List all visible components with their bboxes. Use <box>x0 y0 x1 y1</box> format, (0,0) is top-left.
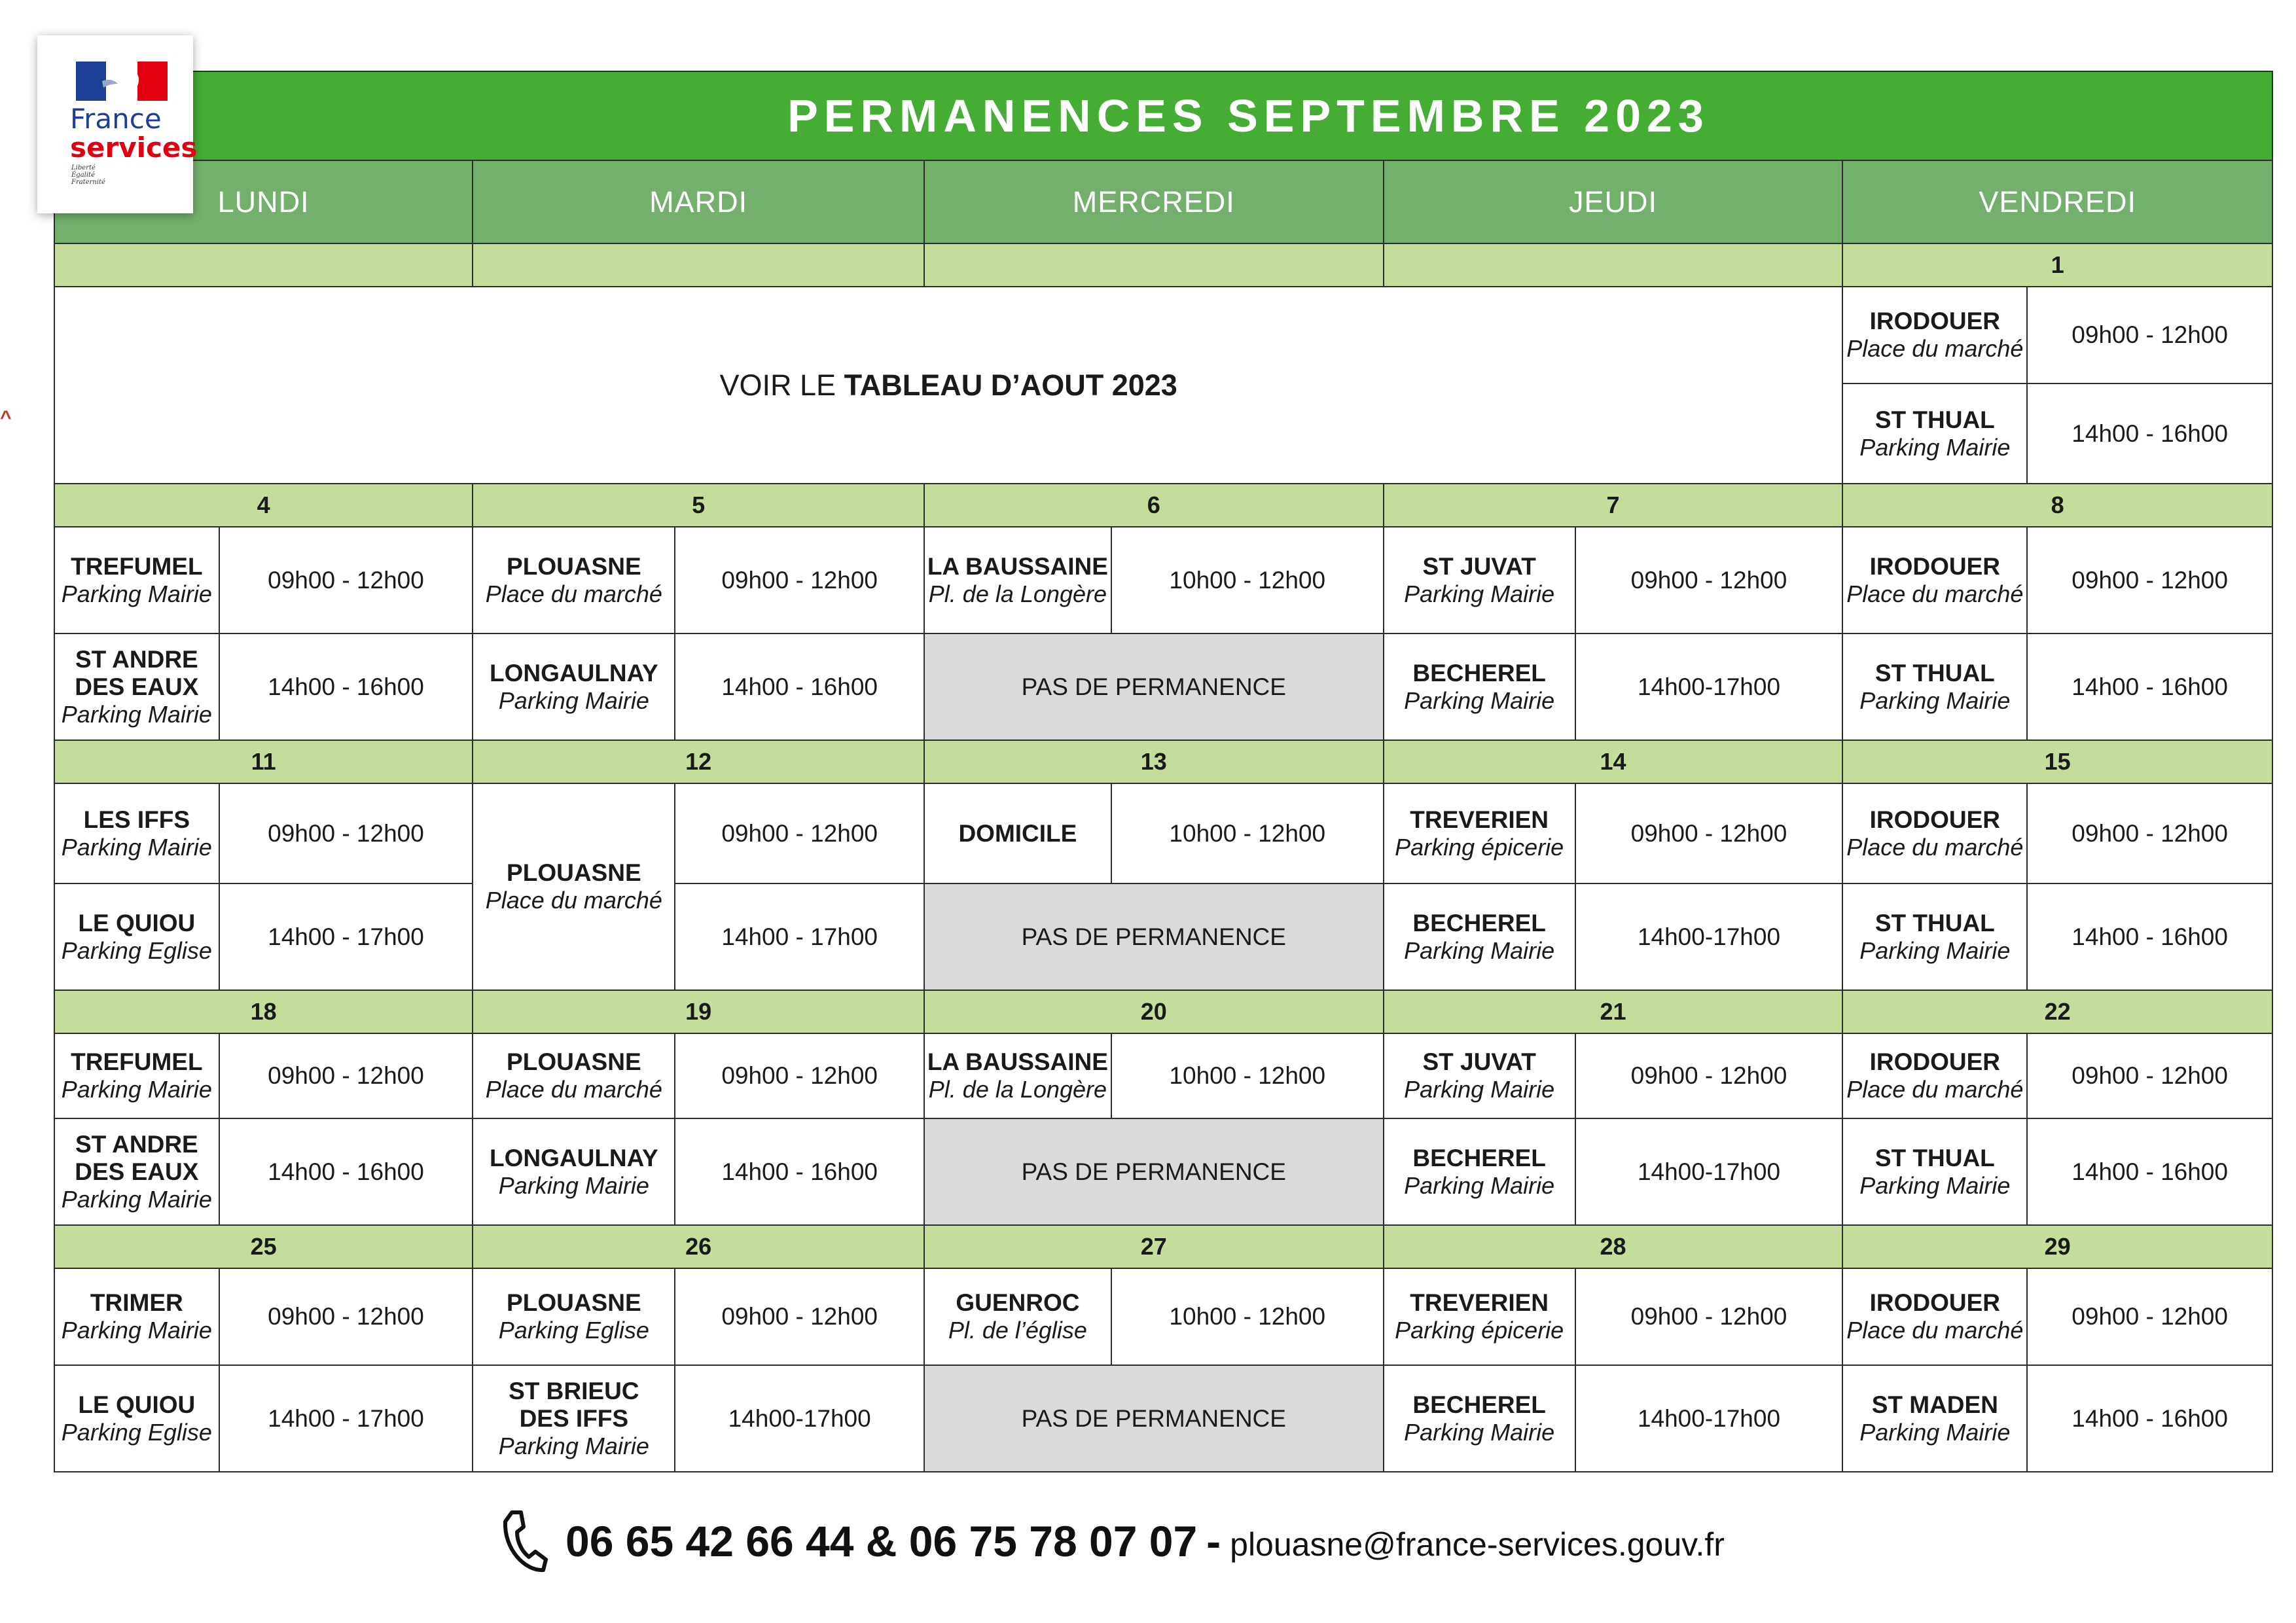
location-place: Parking Mairie <box>1859 1171 2011 1199</box>
location-cell <box>1842 383 2027 484</box>
date-cell: 4 <box>54 484 473 527</box>
time-cell: 09h00 - 12h00 <box>2027 527 2272 633</box>
time-cell: 09h00 - 12h00 <box>2027 1268 2272 1365</box>
date-cell-empty <box>473 243 924 287</box>
location-cell <box>473 1118 675 1225</box>
location-name-line-2: DES EAUX <box>75 1158 199 1185</box>
date-cell: 8 <box>1842 484 2272 527</box>
location-cell <box>1842 1033 2027 1118</box>
location-name: TREFUMEL <box>71 552 203 580</box>
motto-3: Fraternité <box>71 179 105 186</box>
location-cell <box>473 527 675 633</box>
location-name: IRODOUER <box>1869 308 2001 334</box>
location-cell <box>1384 883 1575 990</box>
date-cell: 7 <box>1384 484 1843 527</box>
location-name: IRODOUER <box>1869 552 2001 580</box>
time-cell: 14h00 - 16h00 <box>2027 1365 2272 1472</box>
date-cell: 19 <box>473 990 924 1033</box>
time-cell: 14h00 - 16h00 <box>675 1118 924 1225</box>
location-name: TRIMER <box>90 1289 183 1316</box>
location-name: ST THUAL <box>1874 1144 1995 1171</box>
location-place: Parking Mairie <box>61 580 212 607</box>
date-cell: 20 <box>924 990 1384 1033</box>
location-name: LONGAULNAY <box>490 1144 658 1171</box>
location-name: ST THUAL <box>1874 659 1995 687</box>
time-cell: 09h00 - 12h00 <box>675 783 924 883</box>
motto-1: Liberté <box>71 164 96 171</box>
location-place: Parking Mairie <box>498 687 649 714</box>
time-cell: 09h00 - 12h00 <box>219 783 473 883</box>
location-name: ST JUVAT <box>1422 1048 1536 1075</box>
france-services-logo <box>37 35 198 213</box>
location-cell <box>1842 1268 2027 1365</box>
location-cell <box>54 783 219 883</box>
day-header-wednesday: MERCREDI <box>924 160 1384 243</box>
location-place: Parking Eglise <box>61 936 212 964</box>
time-cell: 10h00 - 12h00 <box>1111 527 1384 633</box>
date-cell: 12 <box>473 740 924 783</box>
location-cell <box>473 1268 675 1365</box>
location-name: TREVERIEN <box>1410 1289 1549 1316</box>
location-cell <box>1842 783 2027 883</box>
location-cell <box>1384 1365 1575 1472</box>
location-name: ST THUAL <box>1874 909 1995 936</box>
location-name: BECHEREL <box>1412 909 1546 936</box>
date-cell: 11 <box>54 740 473 783</box>
time-cell: 14h00 - 16h00 <box>219 633 473 740</box>
no-service-cell: PAS DE PERMANENCE <box>924 1365 1384 1472</box>
location-place: Pl. de la Longère <box>928 580 1107 607</box>
phone-icon <box>497 1508 550 1574</box>
location-cell <box>924 1033 1111 1118</box>
location-name: BECHEREL <box>1412 1144 1546 1171</box>
location-name: PLOUASNE <box>507 859 641 886</box>
time-cell: 09h00 - 12h00 <box>1575 1268 1843 1365</box>
location-cell <box>1842 287 2027 383</box>
location-place: Parking Mairie <box>1859 1418 2011 1446</box>
location-place: Parking Mairie <box>1404 1076 1555 1103</box>
location-cell <box>1842 883 2027 990</box>
email-link[interactable]: plouasne@france-services.gouv.fr <box>1230 1526 1725 1563</box>
week4-dates-row <box>54 990 2272 1033</box>
location-cell <box>924 783 1111 883</box>
time-cell: 14h00 - 17h00 <box>675 883 924 990</box>
time-cell: 14h00 - 16h00 <box>2027 383 2272 484</box>
day-header-thursday: JEUDI <box>1384 160 1843 243</box>
date-cell: 5 <box>473 484 924 527</box>
location-name: PLOUASNE <box>507 552 641 580</box>
location-cell <box>1384 1118 1575 1225</box>
no-service-cell: PAS DE PERMANENCE <box>924 633 1384 740</box>
location-place: Parking épicerie <box>1395 1317 1564 1344</box>
date-cell-empty <box>924 243 1384 287</box>
date-cell: 1 <box>1842 243 2272 287</box>
location-cell <box>54 1268 219 1365</box>
location-name: ST ANDRE <box>75 1130 198 1158</box>
time-cell: 14h00-17h00 <box>675 1365 924 1472</box>
time-cell: 10h00 - 12h00 <box>1111 1268 1384 1365</box>
time-cell: 09h00 - 12h00 <box>675 1268 924 1365</box>
time-cell: 14h00-17h00 <box>1575 1365 1843 1472</box>
page-title: PERMANENCES SEPTEMBRE 2023 <box>54 71 2272 160</box>
location-cell <box>1384 1033 1575 1118</box>
date-cell: 26 <box>473 1225 924 1268</box>
logo-line-1: France <box>70 103 162 135</box>
time-cell: 09h00 - 12h00 <box>675 527 924 633</box>
location-cell <box>54 1118 219 1225</box>
location-place: Place du marché <box>485 887 662 914</box>
time-cell: 14h00 - 16h00 <box>219 1118 473 1225</box>
location-name: LE QUIOU <box>78 909 196 936</box>
no-service-cell: PAS DE PERMANENCE <box>924 883 1384 990</box>
location-name: ST BRIEUC <box>509 1377 639 1404</box>
week1-dates-row <box>54 243 2272 287</box>
note-bold: TABLEAU D’AOUT 2023 <box>844 368 1177 402</box>
location-name: LES IFFS <box>83 806 190 833</box>
location-cell <box>1384 783 1575 883</box>
location-place: Parking Mairie <box>61 1317 212 1344</box>
location-place: Parking Mairie <box>1404 1418 1555 1446</box>
location-place: Parking Mairie <box>1404 687 1555 714</box>
location-name: BECHEREL <box>1412 659 1546 687</box>
location-name: ST MADEN <box>1871 1391 1998 1418</box>
motto-2: Égalité <box>71 171 95 179</box>
week5-dates-row <box>54 1225 2272 1268</box>
location-cell <box>473 1365 675 1472</box>
date-cell: 27 <box>924 1225 1384 1268</box>
location-place: Place du marché <box>1846 335 2024 362</box>
location-place: Parking Mairie <box>1859 433 2011 461</box>
time-cell: 14h00 - 16h00 <box>675 633 924 740</box>
time-cell: 09h00 - 12h00 <box>2027 1033 2272 1118</box>
location-cell <box>924 1268 1111 1365</box>
day-header-friday: VENDREDI <box>1842 160 2272 243</box>
week2-dates-row <box>54 484 2272 527</box>
edge-caret-mark: ^ <box>0 407 12 429</box>
august-table-note <box>54 287 1842 484</box>
date-cell: 6 <box>924 484 1384 527</box>
location-place: Parking Mairie <box>61 700 212 728</box>
location-name-line-2: DES EAUX <box>75 673 199 700</box>
date-cell: 18 <box>54 990 473 1033</box>
time-cell: 14h00 - 17h00 <box>219 1365 473 1472</box>
location-name: TREVERIEN <box>1410 806 1549 833</box>
time-cell: 09h00 - 12h00 <box>219 527 473 633</box>
location-cell <box>1842 527 2027 633</box>
date-cell: 13 <box>924 740 1384 783</box>
note-prefix: VOIR LE <box>719 368 844 402</box>
time-cell: 09h00 - 12h00 <box>2027 287 2272 383</box>
date-cell: 28 <box>1384 1225 1843 1268</box>
location-name: ST THUAL <box>1874 406 1995 433</box>
logo-line-2: services <box>70 132 198 164</box>
location-cell <box>54 883 219 990</box>
contact-footer <box>497 1505 1725 1577</box>
location-place: Place du marché <box>485 580 662 607</box>
time-cell: 09h00 - 12h00 <box>1575 1033 1843 1118</box>
location-cell <box>1384 633 1575 740</box>
location-place: Place du marché <box>1846 833 2024 861</box>
time-cell: 14h00 - 17h00 <box>219 883 473 990</box>
location-name: PLOUASNE <box>507 1048 641 1075</box>
location-name: ST ANDRE <box>75 645 198 673</box>
day-header-monday: LUNDI <box>54 160 473 243</box>
time-cell: 10h00 - 12h00 <box>1111 1033 1384 1118</box>
location-place: Parking épicerie <box>1395 833 1564 861</box>
footer-separator: - <box>1206 1517 1221 1565</box>
location-name: GUENROC <box>956 1289 1080 1316</box>
time-cell: 14h00 - 16h00 <box>2027 883 2272 990</box>
date-cell: 25 <box>54 1225 473 1268</box>
location-name: LE QUIOU <box>78 1391 196 1418</box>
location-place: Parking Mairie <box>61 1076 212 1103</box>
location-place: Parking Eglise <box>498 1317 649 1344</box>
phone-numbers: 06 65 42 66 44 & 06 75 78 07 07 <box>565 1517 1198 1565</box>
date-cell: 21 <box>1384 990 1843 1033</box>
logo-motto <box>71 164 105 186</box>
time-cell: 14h00-17h00 <box>1575 883 1843 990</box>
location-place: Place du marché <box>1846 1317 2024 1344</box>
marianne-flag-icon <box>76 62 168 101</box>
location-place: Parking Mairie <box>498 1432 649 1459</box>
location-cell <box>1842 1365 2027 1472</box>
date-cell: 22 <box>1842 990 2272 1033</box>
date-cell: 15 <box>1842 740 2272 783</box>
location-place: Parking Mairie <box>1859 687 2011 714</box>
week3-dates-row <box>54 740 2272 783</box>
location-place: Place du marché <box>485 1076 662 1103</box>
location-cell <box>54 633 219 740</box>
date-cell-empty <box>1384 243 1843 287</box>
location-name: TREFUMEL <box>71 1048 203 1075</box>
time-cell: 09h00 - 12h00 <box>2027 783 2272 883</box>
location-place: Parking Mairie <box>1404 1171 1555 1199</box>
location-cell <box>1384 527 1575 633</box>
schedule-table <box>54 71 2273 1472</box>
time-cell: 14h00 - 16h00 <box>2027 633 2272 740</box>
date-cell: 14 <box>1384 740 1843 783</box>
time-cell: 09h00 - 12h00 <box>219 1268 473 1365</box>
time-cell: 09h00 - 12h00 <box>675 1033 924 1118</box>
location-place: Pl. de la Longère <box>928 1076 1107 1103</box>
location-name: LA BAUSSAINE <box>927 552 1108 580</box>
time-cell: 09h00 - 12h00 <box>1575 527 1843 633</box>
time-cell: 14h00-17h00 <box>1575 633 1843 740</box>
location-place: Place du marché <box>1846 1076 2024 1103</box>
location-cell <box>473 783 675 990</box>
location-cell <box>473 633 675 740</box>
location-cell <box>1384 1268 1575 1365</box>
location-place: Pl. de l’église <box>948 1317 1087 1344</box>
time-cell: 14h00-17h00 <box>1575 1118 1843 1225</box>
location-place: Parking Mairie <box>61 1185 212 1213</box>
location-cell <box>473 1033 675 1118</box>
location-place: Parking Mairie <box>1404 580 1555 607</box>
location-place: Parking Mairie <box>498 1171 649 1199</box>
location-name: IRODOUER <box>1869 806 2001 833</box>
date-cell-empty <box>54 243 473 287</box>
location-cell <box>54 1365 219 1472</box>
location-name-line-2: DES IFFS <box>519 1404 629 1432</box>
time-cell: 10h00 - 12h00 <box>1111 783 1384 883</box>
location-name: IRODOUER <box>1869 1048 2001 1075</box>
location-cell <box>924 527 1111 633</box>
no-service-cell: PAS DE PERMANENCE <box>924 1118 1384 1225</box>
location-name: DOMICILE <box>958 819 1077 847</box>
day-header-tuesday: MARDI <box>473 160 924 243</box>
location-name: PLOUASNE <box>507 1289 641 1316</box>
location-place: Parking Eglise <box>61 1418 212 1446</box>
location-cell <box>1842 633 2027 740</box>
location-name: ST JUVAT <box>1422 552 1536 580</box>
location-name: LA BAUSSAINE <box>927 1048 1108 1075</box>
location-name: LONGAULNAY <box>490 659 658 687</box>
time-cell: 09h00 - 12h00 <box>219 1033 473 1118</box>
location-place: Place du marché <box>1846 580 2024 607</box>
time-cell: 09h00 - 12h00 <box>1575 783 1843 883</box>
location-place: Parking Mairie <box>1859 936 2011 964</box>
location-cell <box>54 1033 219 1118</box>
location-place: Parking Mairie <box>61 833 212 861</box>
date-cell: 29 <box>1842 1225 2272 1268</box>
location-name: BECHEREL <box>1412 1391 1546 1418</box>
location-cell <box>1842 1118 2027 1225</box>
time-cell: 14h00 - 16h00 <box>2027 1118 2272 1225</box>
location-place: Parking Mairie <box>1404 936 1555 964</box>
location-cell <box>54 527 219 633</box>
location-name: IRODOUER <box>1869 1289 2001 1316</box>
